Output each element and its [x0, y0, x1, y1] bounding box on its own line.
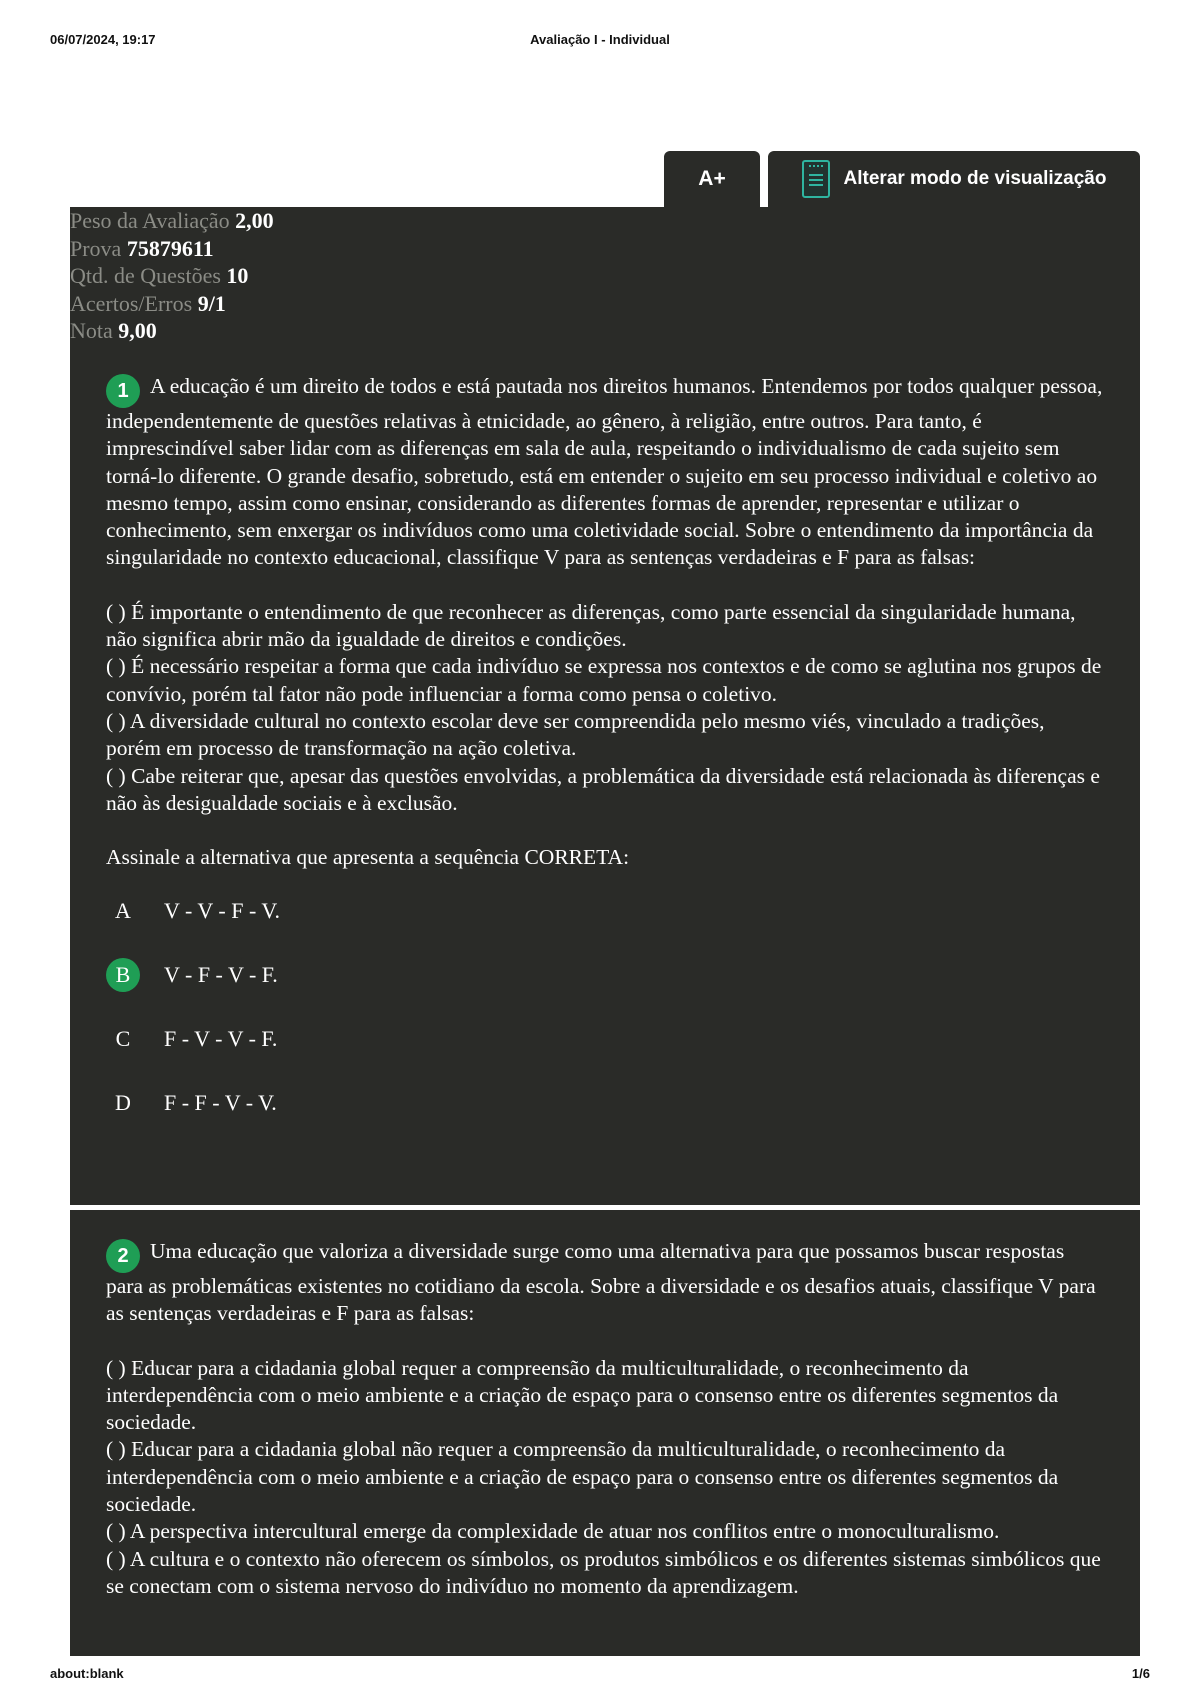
question-text: 2 Uma educação que valoriza a diversidade surge como uma alternativa para que possamos buscar respostas para as problemáticas existentes no cotidiano da escola. Sobre a diversidade e os desafios atuais, classifique V para as sentenças verdadeiras e F para as falsas:	[106, 1239, 1096, 1326]
statement: ( ) É necessário respeitar a forma que cada indivíduo se expressa nos contextos e de como se aglutina nos grupos de convívio, porém tal fator não pode influenciar a forma como pensa o coletivo.	[106, 654, 1102, 706]
option-letter: D	[115, 1090, 131, 1116]
option-b[interactable]	[106, 943, 1104, 1007]
print-url: about:blank	[50, 1666, 124, 1681]
toolbar	[664, 151, 1140, 207]
increase-font-button[interactable]: A+	[664, 151, 760, 207]
statement: ( ) A diversidade cultural no contexto escolar deve ser compreendida pelo mesmo viés, vinculado a tradições, porém em processo de transformação na ação coletiva.	[106, 708, 1045, 761]
statement: ( ) É importante o entendimento de que reconhecer as diferenças, como parte essencial da singularidade humana, não significa abrir mão da igualdade de direitos e condições.	[106, 599, 1076, 652]
summary-exam: Prova 75879611	[70, 235, 214, 261]
statement-list	[106, 599, 1104, 817]
statement: ( ) A perspectiva intercultural emerge da complexidade de atuar nos conflitos entre o monoculturalismo.	[106, 1519, 1000, 1544]
statement: ( ) Cabe reiterar que, apesar das questões envolvidas, a problemática da diversidade está relacionada às diferenças e não às desigualdade sociais e à exclusão.	[106, 763, 1100, 815]
option-letter-selected: B	[106, 958, 140, 992]
summary-questions: Qtd. de Questões 10	[70, 263, 249, 288]
summary-grade: Nota 9,00	[70, 318, 157, 343]
question-text: 1 A educação é um direito de todos e está pautada nos direitos humanos. Entendemos por todos qualquer pessoa, independentemente de questões relativas à etnicidade, ao gênero, à religião, entre outros. Para tanto, é imprescindível saber lidar com as diferenças em sala de aula, respeitando o individualismo de cada sujeito sem torná-lo diferente. O grande desafio, sobretudo, está em entender o sujeito em seu processo individual e coletivo ao mesmo tempo, assim como ensinar, considerando as diferentes formas de aprender, representar e utilizar o conhecimento, sem enxergar os indivíduos como uma coletividade social. Sobre o entendimento da importância da singularidade no contexto educacional, classifique V para as sentenças verdadeiras e F para as falsas:	[106, 374, 1103, 570]
option-text: V - F - V - F.	[164, 962, 278, 988]
print-page-number: 1/6	[1131, 1666, 1150, 1681]
question-card	[70, 1210, 1140, 1656]
option-text: V - V - F - V.	[164, 898, 280, 924]
statement: ( ) Educar para a cidadania global requer a compreensão da multiculturalidade, o reconhecimento da interdependência com o meio ambiente e a criação de espaço para o consenso entre os diferentes segmentos da sociedade.	[106, 1355, 1059, 1435]
option-letter: C	[115, 1026, 131, 1052]
print-footer	[0, 1666, 1200, 1684]
statement-list	[106, 1355, 1104, 1601]
statement: ( ) Educar para a cidadania global não requer a compreensão da multiculturalidade, o reconhecimento da interdependência com o meio ambiente e a criação de espaço para o consenso entre os diferentes segmentos da sociedade.	[106, 1437, 1059, 1517]
print-header	[0, 32, 1200, 50]
option-letter: A	[115, 898, 131, 924]
question-number-badge: 1	[106, 374, 140, 408]
option-a[interactable]	[106, 879, 1104, 943]
document-icon	[802, 160, 830, 198]
view-mode-button[interactable]	[768, 151, 1140, 207]
option-text: F - F - V - V.	[164, 1090, 277, 1116]
print-datetime: 06/07/2024, 19:17	[50, 32, 156, 47]
question-instruction: Assinale a alternativa que apresenta a sequência CORRETA:	[106, 845, 630, 870]
question-number-badge: 2	[106, 1239, 140, 1273]
summary-score: Acertos/Erros 9/1	[70, 290, 226, 316]
option-c[interactable]	[106, 1007, 1104, 1071]
statement: ( ) A cultura e o contexto não oferecem os símbolos, os produtos simbólicos e os diferentes sistemas simbólicos que se conectam com o sistema nervoso do indivíduo no momento da aprendizagem.	[106, 1546, 1101, 1598]
question-card	[70, 345, 1140, 1205]
print-title: Avaliação I - Individual	[530, 32, 670, 47]
exam-summary	[70, 207, 1140, 345]
summary-weight: Peso da Avaliação 2,00	[70, 208, 274, 233]
view-mode-label: Alterar modo de visualização	[843, 168, 1107, 189]
answer-options	[106, 879, 1104, 1135]
option-d[interactable]	[106, 1071, 1104, 1135]
option-text: F - V - V - F.	[164, 1026, 278, 1052]
